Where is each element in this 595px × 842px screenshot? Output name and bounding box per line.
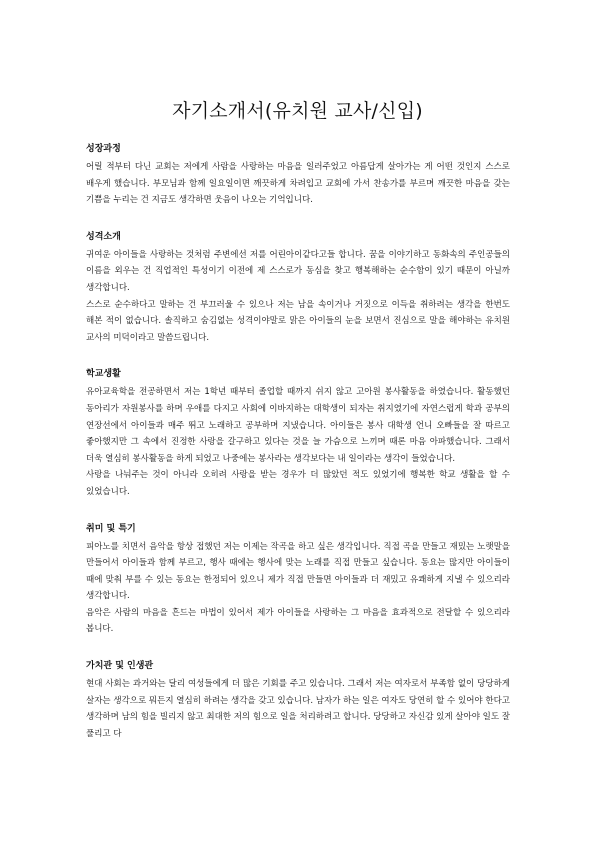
section-paragraph: 피아노를 치면서 음악을 항상 접했던 저는 이제는 작곡을 하고 싶은 생각입니다. 직접 곡을 만들고 재밌는 노랫말을 만들어서 아이들과 함께 부르고, 행사 때에는 행사에 맞는 노래를 직접 만들고 싶습니다. 동요는 많지만 아이들이 때에 맞춰 부를 수 있는 동요는 한정되어 있으니 제가 직접 만들면 아이들과 더 재밌고 유쾌하게 지낼 수 있으리라 생각합니다. [86,541,510,602]
section-growth [86,141,510,209]
section-paragraph: 유아교육학을 전공하면서 저는 1학년 때부터 졸업할 때까지 쉬지 않고 고아원 봉사활동을 하였습니다. 활동했던 동아리가 자원봉사를 하며 우애를 다지고 사회에 이바지하는 대학생이 되자는 취지였기에 자연스럽게 학과 공부의 연장선에서 아이들과 매주 뛰고 노래하고 공부하며 지냈습니다. 아이들은 봉사 대학생 언니 오빠들을 잘 따르고 좋아했지만 그 속에서 진정한 사랑을 갈구하고 있다는 것을 늘 가슴으로 느끼며 때론 마음 아파했습니다. 그래서 더욱 열심히 봉사활동을 하게 되었고 나중에는 봉사라는 생각보다는 내 일이라는 생각이 들었습니다. [86,387,510,464]
section-paragraph: 음악은 사람의 마음을 흔드는 마법이 있어서 제가 아이들을 사랑하는 그 마음을 효과적으로 전달할 수 있으리라 봅니다. [86,607,510,635]
section-paragraph: 현대 사회는 과거와는 달리 여성들에게 더 많은 기회를 주고 있습니다. 그래서 저는 여자로서 부족함 없이 당당하게 살자는 생각으로 뭐든지 열심히 하려는 생각을 갖고 있습니다. 남자가 하는 일은 여자도 당연히 할 수 있어야 한다고 생각하며 남의 힘을 빌리지 않고 최대한 저의 힘으로 일을 처리하려고 합니다. 당당하고 자신감 있게 살아야 일도 잘 풀리고 다 [86,679,510,739]
section-personality [86,229,510,347]
section-heading: 성격소개 [86,231,121,242]
section-heading: 성장과정 [86,144,121,154]
section-school-life [86,366,510,500]
section-paragraph: 스스로 순수하다고 말하는 건 부끄러울 수 있으나 저는 남을 속이거나 거짓으로 이득을 취하려는 생각을 한번도 해본 적이 없습니다. 솔직하고 숨김없는 성격이야말로 맑은 아이들의 눈을 보면서 진심으로 말을 해야하는 유치원 교사의 미덕이라고 말씀드립니다. [86,299,510,343]
section-paragraph: 어릴 적부터 다닌 교회는 저에게 사람을 사랑하는 마음을 일러주었고 아름답게 살아가는 게 어떤 것인지 스스로 배우게 했습니다. 부모님과 함께 일요일이면 깨끗하게 차려입고 교회에 가서 찬송가를 부르며 깨끗한 마음을 갖는 기쁨을 누리는 건 지금도 생각하면 웃음이 나오는 기억입니다. [86,162,510,206]
section-paragraph: 귀여운 아이들을 사랑하는 것처럼 주변에선 저를 어린아이같다고들 합니다. 꿈을 이야기하고 동화속의 주인공들의 이름을 외우는 건 직업적인 특성이기 이전에 제 스스로가 동심을 찾고 행복해하는 순수함이 있기 때문이 아닐까 생각합니다. [86,249,510,293]
section-hobbies [86,521,510,639]
section-paragraph: 사랑을 나눠주는 것이 아니라 오히려 사랑을 받는 경우가 더 많았던 적도 있었기에 행복한 학교 생활을 할 수 있었습니다. [86,470,510,497]
document-body [86,141,510,742]
section-heading: 가치관 및 인생관 [86,661,154,672]
document-title: 자기소개서(유치원 교사/신입) [172,100,423,122]
section-values [86,658,510,742]
section-heading: 취미 및 특기 [86,523,136,534]
section-heading: 학교생활 [86,369,121,380]
